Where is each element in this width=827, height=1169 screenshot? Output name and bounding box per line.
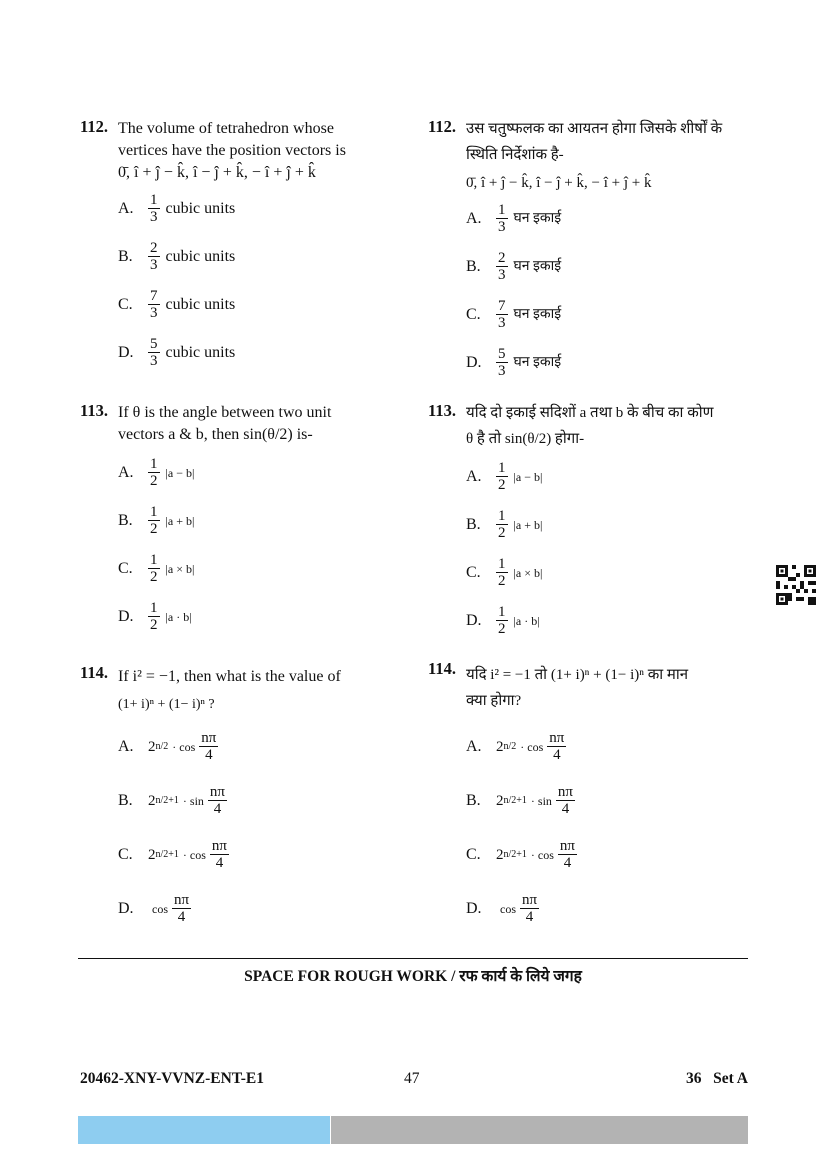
- option-a: A. 2 n/2 · cos $\frac{n\pi}{4}$: [118, 730, 217, 763]
- question-number: 114.: [428, 659, 456, 678]
- question-number: 114.: [80, 663, 108, 682]
- option-c: C. 2 n/2+1 · cos $\frac{n\pi}{4}$: [118, 838, 227, 871]
- question-line: θ है तो sin(θ/2) होगा-: [466, 431, 585, 447]
- option-b: B. $\frac{1}{2}$ |a + b|: [118, 504, 195, 537]
- vector-list: 0̄, î + ĵ − k̂, î − ĵ + k̂, − î + ĵ + k̂: [466, 175, 652, 191]
- question-line: The volume of tetrahedron whose: [118, 120, 334, 137]
- question-number: 112.: [80, 117, 108, 136]
- question-line: If i² = −1, then what is the value of: [118, 668, 341, 685]
- option-a: A. $\frac{1}{3}$ घन इकाई: [466, 202, 562, 235]
- option-d: D. $\frac{1}{2}$ |a · b|: [118, 600, 192, 633]
- question-line: स्थिति निर्देशांक है-: [466, 147, 564, 163]
- option-a: A. 2 n/2 · cos $\frac{n\pi}{4}$: [466, 730, 565, 763]
- option-b: B. 2 n/2+1 · sin $\frac{n\pi}{4}$: [466, 784, 573, 817]
- paper-code: 20462-XNY-VVNZ-ENT-E1: [80, 1070, 265, 1087]
- option-a: A. $\frac{1}{3}$ cubic units: [118, 192, 236, 225]
- option-b: B. $\frac{2}{3}$ घन इकाई: [466, 250, 562, 283]
- question-line: यदि i² = −1 तो (1+ i)ⁿ + (1− i)ⁿ का मान: [466, 667, 689, 683]
- option-b: B. 2 n/2+1 · sin $\frac{n\pi}{4}$: [118, 784, 225, 817]
- vector-list: 0̄, î + ĵ − k̂, î − ĵ + k̂, − î + ĵ + k̂: [118, 164, 316, 181]
- page-number: 47: [404, 1070, 420, 1087]
- footer-bar-gray: [331, 1116, 748, 1144]
- option-a: A. $\frac{1}{2}$ |a − b|: [118, 456, 195, 489]
- question-number: 112.: [428, 117, 456, 136]
- question-line: क्या होगा?: [466, 693, 522, 709]
- option-c: C. $\frac{7}{3}$ cubic units: [118, 288, 236, 321]
- question-line: यदि दो इकाई सदिशों a तथा b के बीच का कोण: [466, 405, 714, 421]
- question-line: (1+ i)ⁿ + (1− i)ⁿ ?: [118, 697, 215, 712]
- question-number: 113.: [428, 401, 456, 420]
- option-d: D. cos $\frac{n\pi}{4}$: [118, 892, 190, 925]
- option-c: C. $\frac{7}{3}$ घन इकाई: [466, 298, 562, 331]
- qr-code-icon: [776, 565, 816, 605]
- question-number: 113.: [80, 401, 108, 420]
- option-c: C. $\frac{1}{2}$ |a × b|: [466, 556, 543, 589]
- question-line: vertices have the position vectors is: [118, 142, 346, 159]
- question-line: उस चतुष्फलक का आयतन होगा जिसके शीर्षों के: [466, 121, 723, 137]
- option-c: C. $\frac{1}{2}$ |a × b|: [118, 552, 195, 585]
- option-d: D. cos $\frac{n\pi}{4}$: [466, 892, 538, 925]
- set-label: 36 Set A: [686, 1070, 748, 1087]
- rough-work-divider: [78, 958, 748, 959]
- question-line: vectors a & b, then sin(θ/2) is-: [118, 426, 313, 443]
- option-a: A. $\frac{1}{2}$ |a − b|: [466, 460, 543, 493]
- footer-bar-blue: [78, 1116, 330, 1144]
- option-d: D. $\frac{5}{3}$ घन इकाई: [466, 346, 562, 379]
- question-line: If θ is the angle between two unit: [118, 404, 332, 421]
- rough-work-label: SPACE FOR ROUGH WORK / रफ कार्य के लिये जगह: [244, 968, 582, 985]
- option-b: B. $\frac{1}{2}$ |a + b|: [466, 508, 543, 541]
- option-c: C. 2 n/2+1 · cos $\frac{n\pi}{4}$: [466, 838, 575, 871]
- option-d: D. $\frac{5}{3}$ cubic units: [118, 336, 236, 369]
- option-b: B. $\frac{2}{3}$ cubic units: [118, 240, 236, 273]
- option-d: D. $\frac{1}{2}$ |a · b|: [466, 604, 540, 637]
